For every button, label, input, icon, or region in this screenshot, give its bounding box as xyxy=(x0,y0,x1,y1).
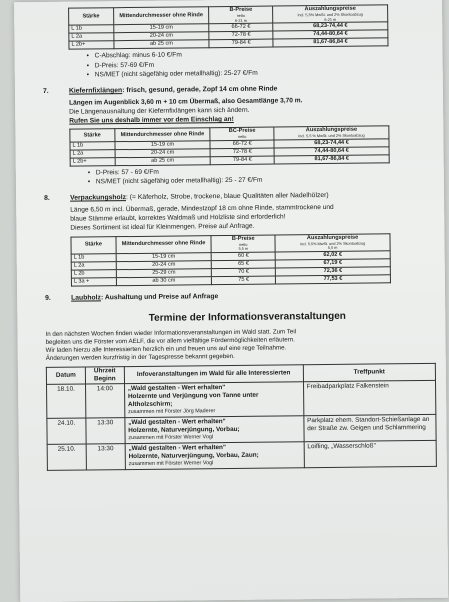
cell-staerke: L 2b+ xyxy=(69,41,114,49)
section-title-line xyxy=(69,86,278,97)
cell-datum: 25.10. xyxy=(47,444,86,470)
sec7-table-wrap xyxy=(69,126,389,167)
section-title-line xyxy=(71,293,218,303)
event-desc: Holzernte, Naturverjüngung, Vorbau, Zaun; xyxy=(128,451,259,460)
col-staerke: Stärke xyxy=(70,129,115,142)
col-bpreise xyxy=(211,235,275,253)
top-bullet-list xyxy=(87,49,433,79)
col-ausz-label: Auszahlungspreise xyxy=(306,234,359,241)
section-title: Verpackungsholz xyxy=(70,194,127,203)
table-row xyxy=(47,440,436,470)
cell-durchmesser: ab 25 cm xyxy=(115,157,211,166)
section-line: Dieses Sortiment ist ideal für Kleinmengen. Preise auf Anfrage. xyxy=(70,223,255,233)
col-bcpreise xyxy=(210,127,274,140)
top-price-table xyxy=(68,4,388,50)
intro-line: begleiten uns die Förster vom AELF, die vor allem vielfältige Fördermöglichkeiten erläutern. xyxy=(45,336,295,346)
col-bc-netto: netto xyxy=(237,135,247,140)
cell-durchmesser: 15-19 cm xyxy=(115,141,211,150)
cell-durchmesser: 25-29 cm xyxy=(116,269,212,278)
cell-staerke: L 2a xyxy=(70,150,115,158)
col-bpreise-length: 6-21 m xyxy=(235,18,247,23)
cell-durchmesser: 15-19 cm xyxy=(116,253,212,262)
section-title: Laubholz xyxy=(71,294,101,302)
event-title: „Wald gestalten - Wert erhalten" xyxy=(128,443,227,452)
cell-auszahlung: 72,36 € xyxy=(275,267,390,276)
section-title-line xyxy=(70,192,329,203)
list-item: • C-Abschlag: minus 6-10 €/Fm xyxy=(87,49,433,61)
table-row xyxy=(47,381,436,419)
cell-staerke: L 3a + xyxy=(71,278,116,286)
cell-datum: 18.10. xyxy=(47,384,86,418)
section-line: blaue Stämme erlaubt, korrektes Waldmaß und Holzliste sind erforderlich! xyxy=(70,213,286,223)
col-durchmesser: Mittendurchmesser ohne Rinde xyxy=(113,7,209,25)
col-durchmesser: Mittendurchmesser ohne Rinde xyxy=(116,235,212,253)
cell-auszahlung: 77,53 € xyxy=(276,275,391,284)
sec8-price-table xyxy=(70,233,391,287)
cell-auszahlung: 67,19 € xyxy=(275,259,390,268)
cell-preis: 66-72 € xyxy=(210,140,274,149)
section-line: Die Längenausnaltung der Kiefernfixlängen kann sich ändern. xyxy=(69,106,250,116)
col-ausz-note: incl. 5,5% MwSt. und 2% Skontoabzug xyxy=(299,241,366,246)
page-title: Termine der Informationsveranstaltungen xyxy=(148,310,346,324)
section-line: Länge 6,50 m incl. Übermaß, gerade, Mindestzopf 18 cm ohne Rinde, stammtrockene und xyxy=(70,203,334,214)
list-item: • NS/MET (nicht sägefähig oder metallhaltig): 25-27 €/Fm xyxy=(87,68,433,80)
cell-treffpunkt: Parkplatz ehem. Standort-Schießanlage an der Straße zw. Geigen und Schlammering xyxy=(304,414,437,441)
section-number: 7. xyxy=(42,87,49,96)
section-heading xyxy=(44,191,434,204)
col-ausz xyxy=(275,233,390,252)
section-number: 9. xyxy=(45,294,51,302)
col-ausz-label: Auszahlungspreise xyxy=(304,5,356,13)
cell-durchmesser: ab 25 cm xyxy=(114,40,210,49)
cell-staerke: L 1b xyxy=(70,142,115,150)
cell-info xyxy=(125,416,304,444)
cell-uhrzeit: 13:30 xyxy=(86,418,125,444)
section-title-rest: : Aushaltung und Preise auf Anfrage xyxy=(100,293,219,302)
cell-treffpunkt: Freibadparkplatz Falkenstein xyxy=(303,381,436,416)
section-body xyxy=(70,203,434,234)
cell-staerke: L 1b xyxy=(69,25,114,33)
cell-auszahlung: 62,02 € xyxy=(275,251,390,260)
cell-durchmesser: 20-24 cm xyxy=(115,149,211,158)
list-item: • D-Preis: 57-69 €/Fm xyxy=(87,59,433,71)
cell-preis: 72-78 € xyxy=(209,31,273,40)
col-uhrzeit: Uhrzeit Beginn xyxy=(85,367,124,384)
cell-preis: 60 € xyxy=(211,252,275,261)
cell-durchmesser: ab 30 cm xyxy=(116,277,212,286)
col-bc-label: BC-Preise xyxy=(228,128,256,135)
cell-staerke: L 1b xyxy=(71,254,116,262)
section-line: Rufen Sie uns deshalb immer vor dem Einschlag an! xyxy=(69,116,234,125)
col-ausz-note: incl. 5,5% MwSt. und 2% Skontoabzug xyxy=(297,12,363,18)
cell-preis: 70 € xyxy=(212,268,276,277)
event-with: zusammen mit Förster Jörg Maderer xyxy=(128,408,216,416)
top-price-table-wrap xyxy=(68,4,388,50)
section-number: 8. xyxy=(44,195,50,203)
cell-auszahlung: 74,44-80,64 € xyxy=(274,147,389,156)
cell-uhrzeit: 14:00 xyxy=(85,384,124,418)
cell-auszahlung: 81,67-86,84 € xyxy=(273,38,388,47)
section-title-rest: : (= Käferholz, Strobe, trockene, blaue Qualitäten aller Nadelhölzer) xyxy=(125,192,329,202)
cell-preis: 66-72 € xyxy=(209,23,273,32)
cell-datum: 24.10. xyxy=(47,418,86,444)
event-with: zusammen mit Förster Werner Vogl xyxy=(128,434,214,442)
col-ausz-label: Auszahlungspreise xyxy=(305,126,358,134)
section-7 xyxy=(43,84,434,187)
cell-staerke: L 2a xyxy=(69,33,114,41)
col-datum: Datum xyxy=(46,367,85,384)
event-desc: Holzernte, Naturverjüngung, Vorbau; xyxy=(128,425,240,435)
col-b-label: B-Preise xyxy=(231,235,255,242)
section-line: Längen im Augenblick 3,60 m + 10 cm Übermaß, also Gesamtlänge 3,70 m. xyxy=(69,96,303,107)
col-ausz-length: 5,5 m xyxy=(327,246,338,251)
cell-uhrzeit: 13:30 xyxy=(86,443,125,469)
col-durchmesser: Mittendurchmesser ohne Rinde xyxy=(115,128,211,142)
event-title: „Wald gestalten - Wert erhalten" xyxy=(128,418,226,427)
col-bpreise xyxy=(209,6,273,24)
cell-staerke: L 2b+ xyxy=(70,158,115,166)
cell-staerke: L 2a xyxy=(71,262,116,270)
col-staerke: Stärke xyxy=(69,8,114,26)
section-body xyxy=(69,95,433,126)
cell-durchmesser: 20-24 cm xyxy=(113,32,209,41)
cell-durchmesser: 20-24 cm xyxy=(116,261,212,270)
cell-preis: 79-84 € xyxy=(210,156,274,165)
termine-table xyxy=(46,363,437,470)
cell-preis: 75 € xyxy=(212,276,276,285)
col-b-netto: netto xyxy=(239,242,248,247)
document-page xyxy=(14,0,448,602)
cell-auszahlung: 68,23-74,44 € xyxy=(274,139,389,148)
col-bpreise-label: B-Preise xyxy=(229,6,253,13)
col-ausz-length: 6-21 m xyxy=(324,17,337,22)
event-title: „Wald gestalten - Wert erhalten" xyxy=(127,384,226,393)
cell-info xyxy=(124,382,303,418)
col-info: Infoveranstaltungen im Wald für alle Interessierten xyxy=(124,365,303,384)
cell-auszahlung: 81,67-86,84 € xyxy=(274,155,389,164)
col-bpreise-netto: netto xyxy=(236,13,246,18)
cell-auszahlung: 74,44-80,64 € xyxy=(273,30,388,39)
cell-treffpunkt: Loifling, „Wasserschloß" xyxy=(304,440,437,467)
cell-preis: 72-78 € xyxy=(210,148,274,157)
section-heading xyxy=(45,291,435,304)
col-ausz xyxy=(273,5,388,24)
event-desc: Holzernte und Verjüngung von Tanne unter Altholzschirm; xyxy=(127,391,259,409)
section-9 xyxy=(45,291,435,304)
cell-preis: 65 € xyxy=(212,260,276,269)
cell-preis: 79-84 € xyxy=(209,39,273,48)
cell-durchmesser: 15-19 cm xyxy=(113,24,209,33)
col-ausz-note: incl. 5,5 % MwSt. und 2% Skontoabzug xyxy=(298,133,365,139)
section-title: Kiefernfixlängen xyxy=(68,87,123,95)
intro-line: Wir laden hierzu alle Interessierten herzlich ein und freuen uns auf eine rege Teilnahme. xyxy=(45,344,287,355)
cell-info xyxy=(125,441,304,469)
section-heading xyxy=(43,84,433,97)
col-staerke: Stärke xyxy=(71,236,116,254)
list-item: • D-Preis: 57 - 69 €/Fm xyxy=(88,166,434,178)
table-row xyxy=(47,414,436,444)
event-with: zusammen mit Förster Werner Vogl xyxy=(128,459,214,467)
col-ausz xyxy=(274,126,389,140)
col-b-length: 5,5 m xyxy=(238,247,249,252)
section-8 xyxy=(44,191,435,287)
section-title-rest: : frisch, gesund, gerade, Zopf 14 cm ohne Rinde xyxy=(122,85,278,95)
intro-line: In den nächsten Wochen finden wieder Informationsveranstaltungen im Wald statt. Zum Teil xyxy=(45,328,297,338)
col-treffpunkt: Treffpunkt xyxy=(303,364,435,382)
termine-intro xyxy=(45,327,435,363)
intro-line: Änderungen werden kurzfristig in der Tagespresse bekannt gegeben. xyxy=(45,353,235,363)
cell-auszahlung: 68,23-74,44 € xyxy=(273,22,388,31)
sec8-table-wrap xyxy=(70,233,391,287)
list-item: • NS/MET (nicht sägefähig oder metallhaltig): 25 - 27 €/Fm xyxy=(88,175,434,187)
sec7-price-table xyxy=(69,126,389,167)
cell-staerke: L 2b xyxy=(71,270,116,278)
sec7-bullet-list xyxy=(88,166,434,187)
